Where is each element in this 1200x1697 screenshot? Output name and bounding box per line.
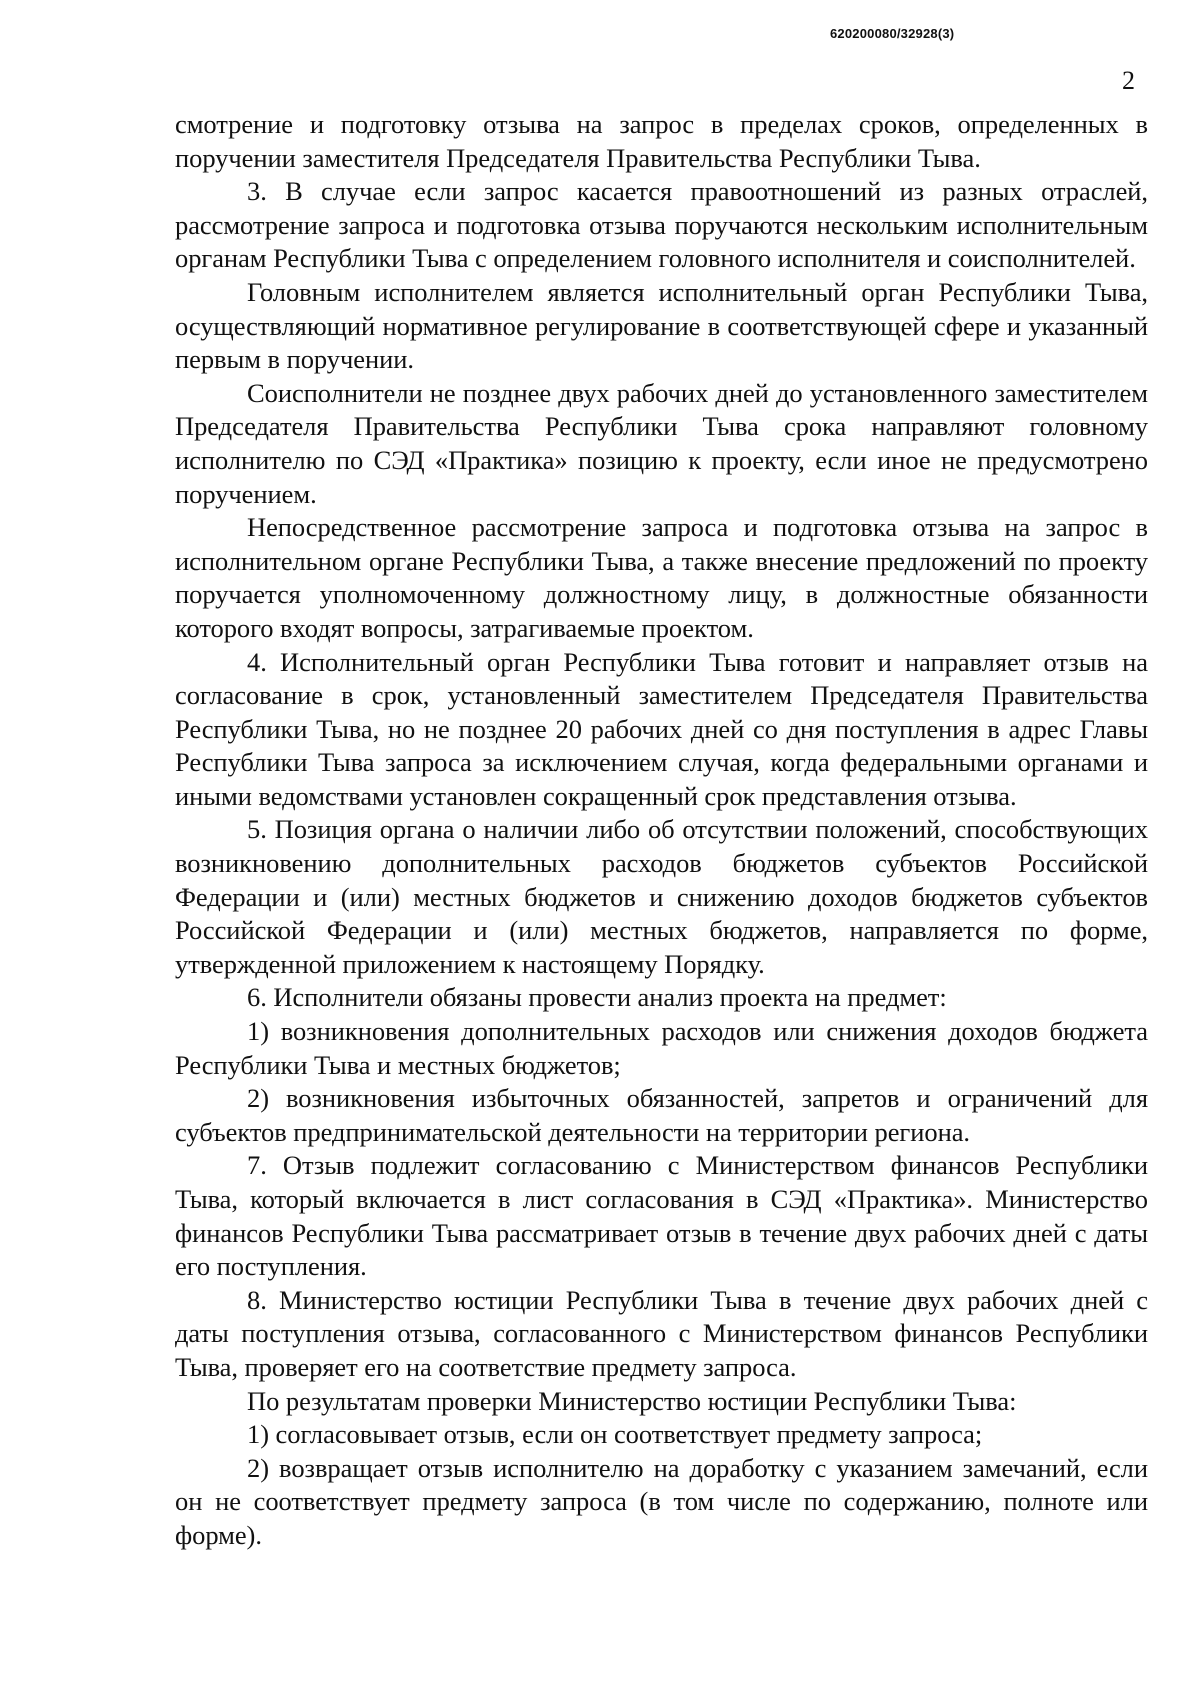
paragraph: Головным исполнителем является исполнительный орган Республики Тыва, осуществляющий нормативное регулирование в соответствующей сфере и указанный первым в поручении.	[175, 276, 1148, 375]
paragraph: 2) возникновения избыточных обязанностей, запретов и ограничений для субъектов предпринимательской деятельности на территории региона.	[175, 1083, 1148, 1147]
document-body	[175, 108, 1148, 1553]
page-number: 2	[1122, 66, 1135, 95]
paragraph: 6. Исполнители обязаны провести анализ проекта на предмет:	[247, 982, 947, 1013]
document-id: 620200080/32928(3)	[830, 26, 955, 41]
paragraph: 4. Исполнительный орган Республики Тыва готовит и направляет отзыв на согласование в срок, установленный заместителем Председателя Правительства Республики Тыва, но не позднее 20 рабочих дней со дня поступления в адрес Главы Республики Тыва запроса за исключением случая, когда федеральными органами и иными ведомствами установлен сокращенный срок представления отзыва.	[175, 646, 1148, 811]
paragraph: По результатам проверки Министерство юстиции Республики Тыва:	[247, 1385, 1017, 1416]
paragraph: Непосредственное рассмотрение запроса и подготовка отзыва на запрос в исполнительном органе Республики Тыва, а также внесение предложений по проекту поручается уполномоченному должностному лицу, в должностные обязанности которого входят вопросы, затрагиваемые проектом.	[175, 512, 1148, 643]
paragraph: 2) возвращает отзыв исполнителю на доработку с указанием замечаний, если он не соответствует предмету запроса (в том числе по содержанию, полноте или форме).	[175, 1452, 1148, 1550]
paragraph: 1) возникновения дополнительных расходов или снижения доходов бюджета Республики Тыва и местных бюджетов;	[175, 1016, 1148, 1080]
paragraph: 1) согласовывает отзыв, если он соответствует предмету запроса;	[247, 1419, 983, 1450]
paragraph: 7. Отзыв подлежит согласованию с Министерством финансов Республики Тыва, который включается в лист согласования в СЭД «Практика». Министерство финансов Республики Тыва рассматривает отзыв в течение двух рабочих дней с даты его поступления.	[175, 1150, 1148, 1282]
paragraph: 5. Позиция органа о наличии либо об отсутствии положений, способствующих возникновению дополнительных расходов бюджетов субъектов Российской Федерации и (или) местных бюджетов и снижению доходов бюджетов субъектов Российской Федерации и (или) местных бюджетов, направляется по форме, утвержденной приложением к настоящему Порядку.	[175, 814, 1148, 979]
paragraph: Соисполнители не позднее двух рабочих дней до установленного заместителем Председателя Правительства Республики Тыва срока направляют головному исполнителю по СЭД «Практика» позицию к проекту, если иное не предусмотрено поручением.	[175, 377, 1148, 509]
paragraph: смотрение и подготовку отзыва на запрос в пределах сроков, определенных в поручении заместителя Председателя Правительства Республики Тыва.	[175, 109, 1148, 173]
paragraph: 8. Министерство юстиции Республики Тыва в течение двух рабочих дней с даты поступления отзыва, согласованного с Министерством финансов Республики Тыва, проверяет его на соответствие предмету запроса.	[175, 1284, 1148, 1382]
paragraph: 3. В случае если запрос касается правоотношений из разных отраслей, рассмотрение запроса и подготовка отзыва поручаются нескольким исполнительным органам Республики Тыва с определением головного исполнителя и соисполнителей.	[175, 176, 1148, 274]
